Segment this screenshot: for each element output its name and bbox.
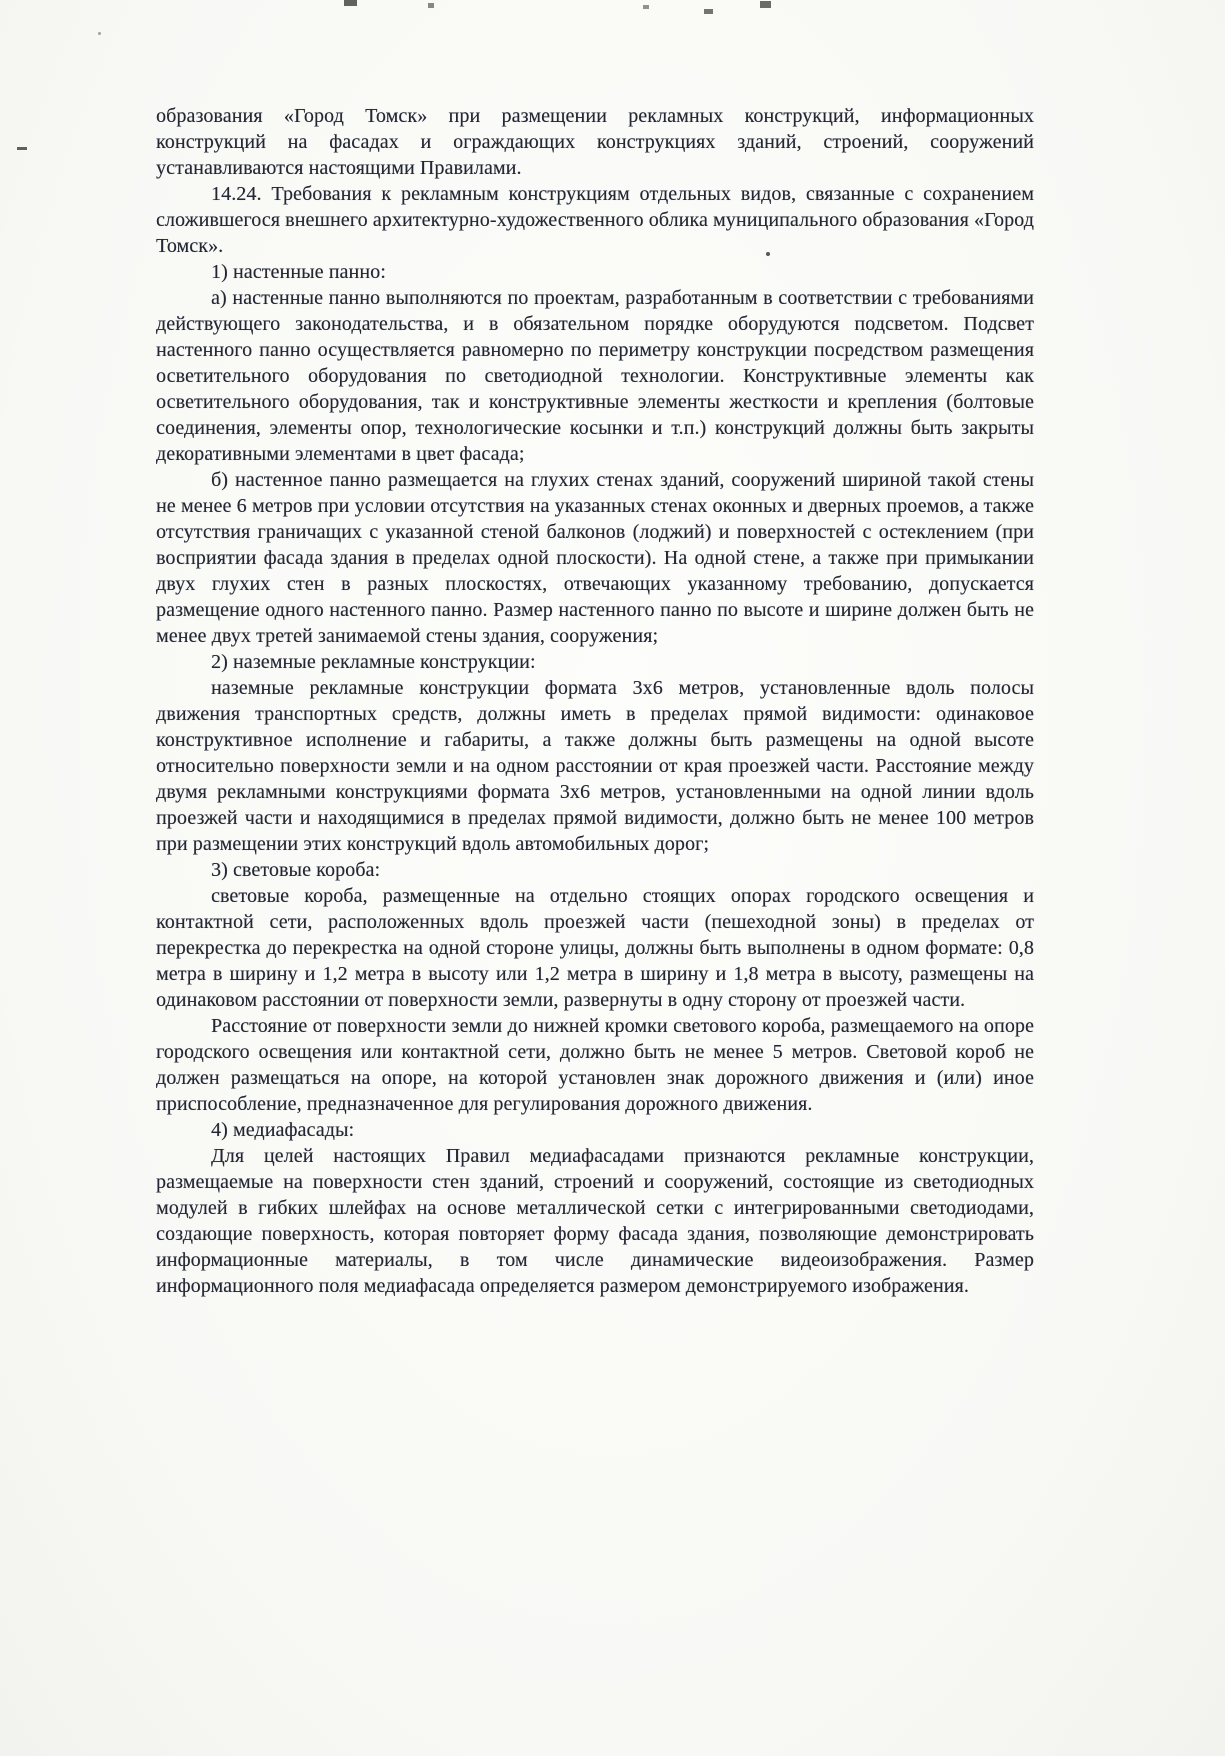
paragraph-item-1a: а) настенные панно выполняются по проектам, разработанным в соответствии с требованиями действующего законодательства, и в обязательном порядке оборудуются подсветом. Подсвет настенного панно осуществляется равномерно по периметру конструкции посредством размещения осветительного оборудования по светодиодной технологии. Конструктивные элементы как осветительного оборудования, так и конструктивные элементы жесткости и крепления (болтовые соединения, элементы опор, технологические косынки и т.п.) конструкций должны быть закрыты декоративными элементами в цвет фасада;: [156, 287, 1034, 465]
scan-artifact: [760, 1, 771, 8]
scan-artifact: [643, 5, 649, 9]
scan-artifact: [17, 147, 27, 150]
scan-artifact: [428, 3, 434, 8]
scan-artifact: [98, 32, 101, 35]
scan-artifact: [344, 0, 357, 6]
scan-artifact: [704, 9, 713, 14]
paragraph-item-3-body-2: Расстояние от поверхности земли до нижней кромки светового короба, размещаемого на опоре городского освещения или контактной сети, должно быть не менее 5 метров. Световой короб не должен размещаться на опоре, на которой установлен знак дорожного движения и (или) иное приспособление, предназначенное для регулирования дорожного движения.: [156, 1015, 1034, 1115]
paragraph-item-3-heading: 3) световые короба:: [211, 859, 381, 881]
paragraph-item-2-heading: 2) наземные рекламные конструкции:: [211, 651, 536, 673]
document-text-block: [156, 103, 1034, 1299]
paragraph-item-1b: б) настенное панно размещается на глухих стенах зданий, сооружений шириной такой стены не менее 6 метров при условии отсутствия на указанных стенах оконных и дверных проемов, а также отсутствия граничащих с указанной стеной балконов (лоджий) и поверхностей с остеклением (при восприятии фасада здания в пределах одной плоскости). На одной стене, а также при примыкании двух глухих стен в разных плоскостях, отвечающих указанному требованию, допускается размещение одного настенного панно. Размер настенного панно по высоте и ширине должен быть не менее двух третей занимаемой стены здания, сооружения;: [156, 469, 1034, 647]
paragraph-item-4-body: Для целей настоящих Правил медиафасадами признаются рекламные конструкции, размещаемые на поверхности стен зданий, строений и сооружений, состоящие из светодиодных модулей в гибких шлейфах на основе металлической сетки с интегрированными светодиодами, создающие поверхность, которая повторяет форму фасада здания, позволяющие демонстрировать информационные материалы, в том числе динамические видеоизображения. Размер информационного поля медиафасада определяется размером демонстрируемого изображения.: [156, 1145, 1034, 1297]
paragraph-item-1-heading: 1) настенные панно:: [211, 261, 386, 283]
paragraph-clause-14-24: 14.24. Требования к рекламным конструкциям отдельных видов, связанные с сохранением сложившегося внешнего архитектурно-художественного облика муниципального образования «Город Томск».: [156, 183, 1034, 257]
paragraph-item-3-body: световые короба, размещенные на отдельно стоящих опорах городского освещения и контактной сети, расположенных вдоль проезжей части (пешеходной зоны) в пределах от перекрестка до перекрестка на одной стороне улицы, должны быть выполнены в одном формате: 0,8 метра в ширину и 1,2 метра в высоту или 1,2 метра в ширину и 1,8 метра в высоту, размещены на одинаковом расстоянии от поверхности земли, развернуты в одну сторону от проезжей части.: [156, 885, 1034, 1011]
paragraph: образования «Город Томск» при размещении рекламных конструкций, информационных конструкций на фасадах и ограждающих конструкциях зданий, строений, сооружений устанавливаются настоящими Правилами.: [156, 105, 1034, 179]
paragraph-item-2-body: наземные рекламные конструкции формата 3х6 метров, установленные вдоль полосы движения транспортных средств, должны иметь в пределах прямой видимости: одинаковое конструктивное исполнение и габариты, а также должны быть размещены на одной высоте относительно поверхности земли и на одном расстоянии от края проезжей части. Расстояние между двумя рекламными конструкциями формата 3х6 метров, установленными на одной линии вдоль проезжей части и находящимися в пределах прямой видимости, должно быть не менее 100 метров при размещении этих конструкций вдоль автомобильных дорог;: [156, 677, 1034, 855]
paragraph-item-4-heading: 4) медиафасады:: [211, 1119, 355, 1141]
